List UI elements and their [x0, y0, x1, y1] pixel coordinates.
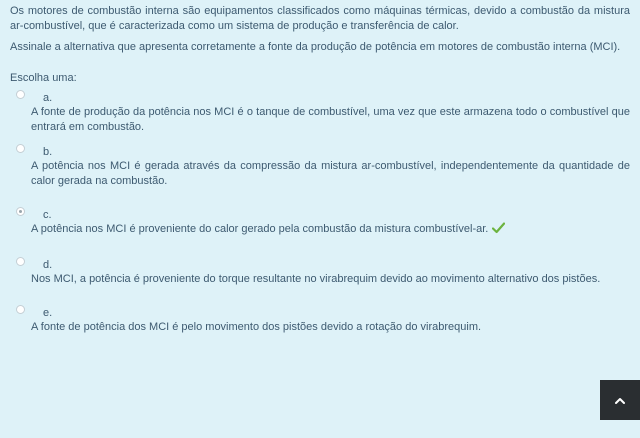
question-paragraph-1: Os motores de combustão interna são equipamentos classificados como máquinas térmicas, devido a combustão da mistura ar-combustível, que é caracterizada como um sistema de produção e transferência de calor. — [10, 5, 630, 32]
option-c-text[interactable]: A potência nos MCI é proveniente do calor gerado pela combustão da mistura combustível-ar. — [31, 223, 489, 235]
option-b[interactable] — [10, 146, 630, 189]
option-c[interactable] — [10, 209, 630, 237]
radio-option-b[interactable] — [16, 144, 25, 153]
scroll-to-top-button[interactable] — [600, 380, 640, 420]
option-a[interactable] — [10, 92, 630, 135]
option-d-letter: d. — [43, 259, 53, 271]
question-paragraph-2: Assinale a alternativa que apresenta corretamente a fonte da produção de potência em motores de combustão interna (MCI). — [10, 41, 621, 53]
option-d[interactable] — [10, 259, 630, 287]
chevron-up-icon — [615, 397, 625, 404]
answer-prompt: Escolha uma: — [10, 72, 77, 84]
option-d-text[interactable]: Nos MCI, a potência é proveniente do torque resultante no virabrequim devido ao movimento alternativo dos pistões. — [31, 273, 601, 285]
option-e[interactable] — [10, 307, 630, 335]
check-icon — [492, 222, 505, 234]
option-e-text[interactable]: A fonte de potência dos MCI é pelo movimento dos pistões devido a rotação do virabrequim. — [31, 321, 482, 333]
option-a-text[interactable]: A fonte de produção da potência nos MCI é o tanque de combustível, uma vez que este armazena todo o combustível que entrará em combustão. — [31, 106, 630, 133]
radio-option-a[interactable] — [16, 90, 25, 99]
option-e-letter: e. — [43, 307, 53, 319]
option-b-letter: b. — [43, 146, 53, 158]
option-a-letter: a. — [43, 92, 53, 104]
radio-option-c[interactable] — [16, 207, 25, 216]
answer-options — [10, 92, 630, 335]
question-text — [10, 4, 630, 55]
radio-option-e[interactable] — [16, 305, 25, 314]
radio-option-d[interactable] — [16, 257, 25, 266]
option-b-text[interactable]: A potência nos MCI é gerada através da compressão da mistura ar-combustível, independentemente da quantidade de calor gerada na combustão. — [31, 160, 630, 187]
option-c-letter: c. — [43, 209, 52, 221]
option-c-line — [31, 222, 630, 237]
